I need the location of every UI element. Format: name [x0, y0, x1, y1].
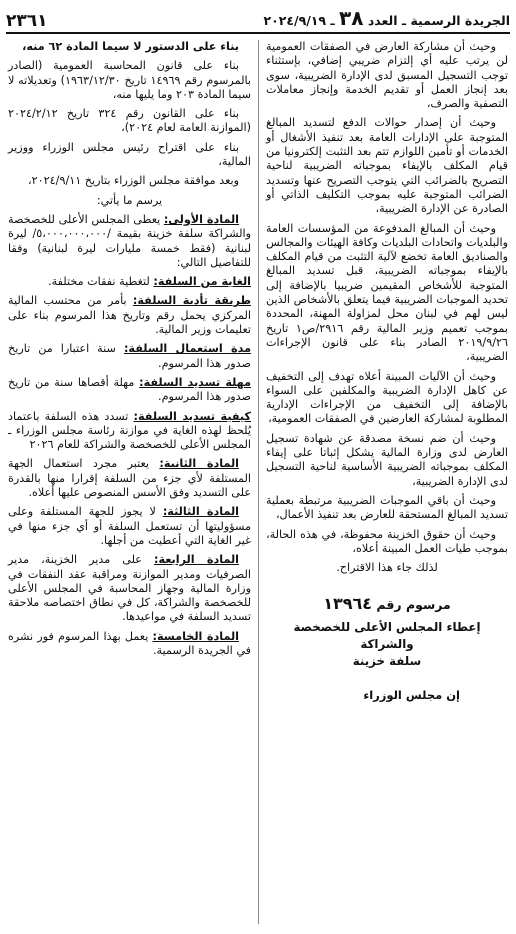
article-text: لا يجوز للجهة المستلفة وعلى مسؤوليتها أن تستعمل السلفة أو أي جزء منها في غير الغاية التي أعطيت من أجلها.: [8, 505, 251, 547]
article-label: المادة الخامسة:: [152, 629, 239, 643]
article-label: المادة الثانية:: [159, 457, 239, 471]
decree-title-prefix: مرسوم رقم: [376, 597, 451, 613]
decree-number: ١٣٩٦٤: [323, 594, 373, 614]
article-text: يعطى المجلس الأعلى للخصخصة والشراكة سلفة خزينة بقيمة /٥،٠٠٠،٠٠٠،٠٠٠/ ليرة لبنانية (فقط خمسة مليارات ليرة لبنانية) وفقا للتفاصيل التالي:: [8, 212, 251, 269]
detail-text: لتغطية نفقات مختلفة.: [48, 275, 150, 289]
preamble-line: بناء على الدستور لا سيما المادة ٦٢ منه،: [22, 40, 239, 53]
article-3: [8, 505, 251, 548]
preamble-line: بناء على القانون رقم ٣٢٤ تاريخ ٢٠٢٤/٢/١٢ (الموازنة العامة لعام ٢٠٢٤)،: [8, 107, 251, 135]
left-column: [8, 40, 251, 663]
detail-label: الغاية من السلفة:: [153, 275, 251, 289]
paragraph: وحيث أن المبالغ المدفوعة من المؤسسات العامة والبلديات واتحادات البلديات وكافة الهيئات والمجالس والصناديق العامة تخضع لآلية التثبت من قيام المكلف بالإيفاء بموجباته الضريبية، قبل تسديد المبالغ المتوجبة للأشخاص المقيمين ضريبيا بالإضافة إلى تحديد الموجبات الضريبية فيما يتعلق بالأشخاص الذين ليس لهم في لبنان محل لمزاولة المهنة، المحددة بموجب تعميم وزير المالية رقم ٢٩١٦/ص١ تاريخ ٢٠١٩/٩/٢٦ الصادر بناء على قانون الإجراءات الضريبية،: [266, 221, 508, 364]
detail-label: مهلة تسديد السلفة:: [139, 375, 251, 389]
decree-issuer: إن مجلس الوزراء: [363, 687, 460, 702]
issue-date: ـ ٢٠٢٤/٩/١٩: [263, 13, 335, 28]
article-text: على مدير الخزينة، مدير الصرفيات ومدير الموازنة ومراقبة عقد النفقات في وزارة المالية وجهاز المحاسبة في المجلس الأعلى للخصخصة والشراكة، كل في نطاق اختصاصه ملاحقة تسديد السلفة في مواعيدها.: [8, 553, 251, 624]
article-4: [8, 553, 251, 624]
article-2: [8, 457, 251, 500]
paragraph: وحيث أن ضم نسخة مصدقة عن شهادة تسجيل العارض لدى وزارة المالية يشكل إثباتا على إيفاء المكلف بموجباته الضريبية الأساسية لناحية التسجيل لدى الإدارة الضريبية،: [266, 431, 508, 488]
detail-item: [8, 410, 251, 453]
detail-item: [8, 342, 251, 371]
detail-text: بأمر من محتسب المالية المركزي يحمل رقم وتاريخ هذا المرسوم بناء على تعليمات وزير المالية.: [8, 294, 251, 337]
gazette-name: الجريدة الرسمية ـ العدد: [367, 13, 510, 28]
article-label: المادة الرابعة:: [153, 553, 239, 567]
column-divider: [258, 40, 259, 924]
issue-number: ٣٨: [339, 6, 364, 30]
detail-label: طريقة تأدية السلفة:: [132, 294, 251, 308]
preamble-line: بناء على قانون المحاسبة العمومية (الصادر بالمرسوم رقم ١٤٩٦٩ تاريخ ١٩٦٣/١٢/٣٠) وتعديلاته لا سيما المادة ٢٠٣ وما يليها منه،: [8, 59, 252, 101]
article-text: يعمل بهذا المرسوم فور نشره في الجريدة الرسمية.: [8, 629, 251, 657]
paragraph: وحيث أن باقي الموجبات الضريبية مرتبطة بعملية تسديد المبالغ المستحقة للعارض بعد تنفيذ الأعمال،: [266, 493, 508, 522]
detail-label: كيفية تسديد السلفة:: [133, 409, 252, 423]
gazette-header-title: [264, 6, 510, 32]
page-number: ٢٣٦١: [6, 11, 48, 31]
decree-subject-line2: سلفة خزينة: [352, 653, 422, 668]
decree-subject: إعطاء المجلس الأعلى للخصخصة والشراكة: [293, 619, 481, 651]
paragraph: وحيث أن مشاركة العارض في الصفقات العمومية لن يرتب عليه أي إلتزام ضريبي إضافي، بإستثناء توجب التسجيل المسبق لدى الإدارة الضريبية، سوى بعد إنجاز العمل أو تقديم الخدمة وإنجاز معاملات التصفية والصرف،: [266, 40, 508, 111]
page-header: [6, 6, 510, 34]
detail-item: [8, 294, 251, 337]
article-text: يعتبر مجرد استعمال الجهة المستلفة لأي جزء من السلفة إقرارا منها بالقدرة على التسديد وفق الأسس المنصوص عليها أعلاه.: [8, 457, 251, 500]
preamble-line: بناء على اقتراح رئيس مجلس الوزراء ووزير المالية،: [8, 140, 251, 169]
decree-heading: [266, 594, 508, 702]
article-5: [8, 630, 251, 659]
paragraph: وحيث أن حقوق الخزينة محفوظة، في هذه الحالة، بموجب طيات العمل المبينة أعلاه،: [266, 527, 508, 555]
detail-item: [8, 275, 251, 289]
decree-title: [266, 594, 508, 614]
paragraph: وحيث أن الآليات المبينة أعلاه تهدف إلى التخفيف عن كاهل الإدارة الضريبية والمكلفين على السواء بالإضافة إلى التخفيف من الإجراءات الإدارية المطلوبة لمشاركة العارضين في الصفقات العمومية،: [266, 369, 508, 426]
detail-text: تسدد هذه السلفة باعتماد يُلحظ لهذه الغاية في موازنة رئاسة مجلس الوزراء ـ المجلس الأعلى للخصخصة والشراكة للعام ٢٠٢٦: [8, 409, 251, 452]
preamble-line: وبعد موافقة مجلس الوزراء بتاريخ ٢٠٢٤/٩/١١،: [28, 174, 239, 188]
article-1: [8, 213, 251, 270]
closing-line: لذلك جاء هذا الاقتراح.: [336, 561, 438, 575]
paragraph: وحيث أن إصدار حوالات الدفع لتسديد المبالغ المتوجبة على الإدارات العامة بعد تنفيذ الأشغال أو الخدمات أو تأمين اللوازم تتم بعد التثبت إلكترونيا من قيام المكلف بالإيفاء بموجباته الضريبية لناحية التصريح بالضرائب التي يتوجب التصريح عنها وتسديد الضرائب المتوجبة عليه بموجب التكليف الذاتي أو الصادرة عن الإدارة الضريبية،: [266, 116, 508, 216]
right-column: [266, 40, 508, 702]
article-label: المادة الثالثة:: [162, 505, 240, 519]
detail-item: [8, 376, 251, 405]
detail-label: مدة استعمال السلفة:: [123, 342, 252, 356]
detail-text: سنة اعتبارا من تاريخ صدور هذا المرسوم.: [8, 342, 251, 370]
article-label: المادة الأولى:: [163, 212, 239, 226]
decrees-line: يرسم ما يأتي:: [96, 193, 163, 207]
detail-text: مهلة أقصاها سنة من تاريخ صدور هذا المرسوم.: [8, 375, 251, 404]
